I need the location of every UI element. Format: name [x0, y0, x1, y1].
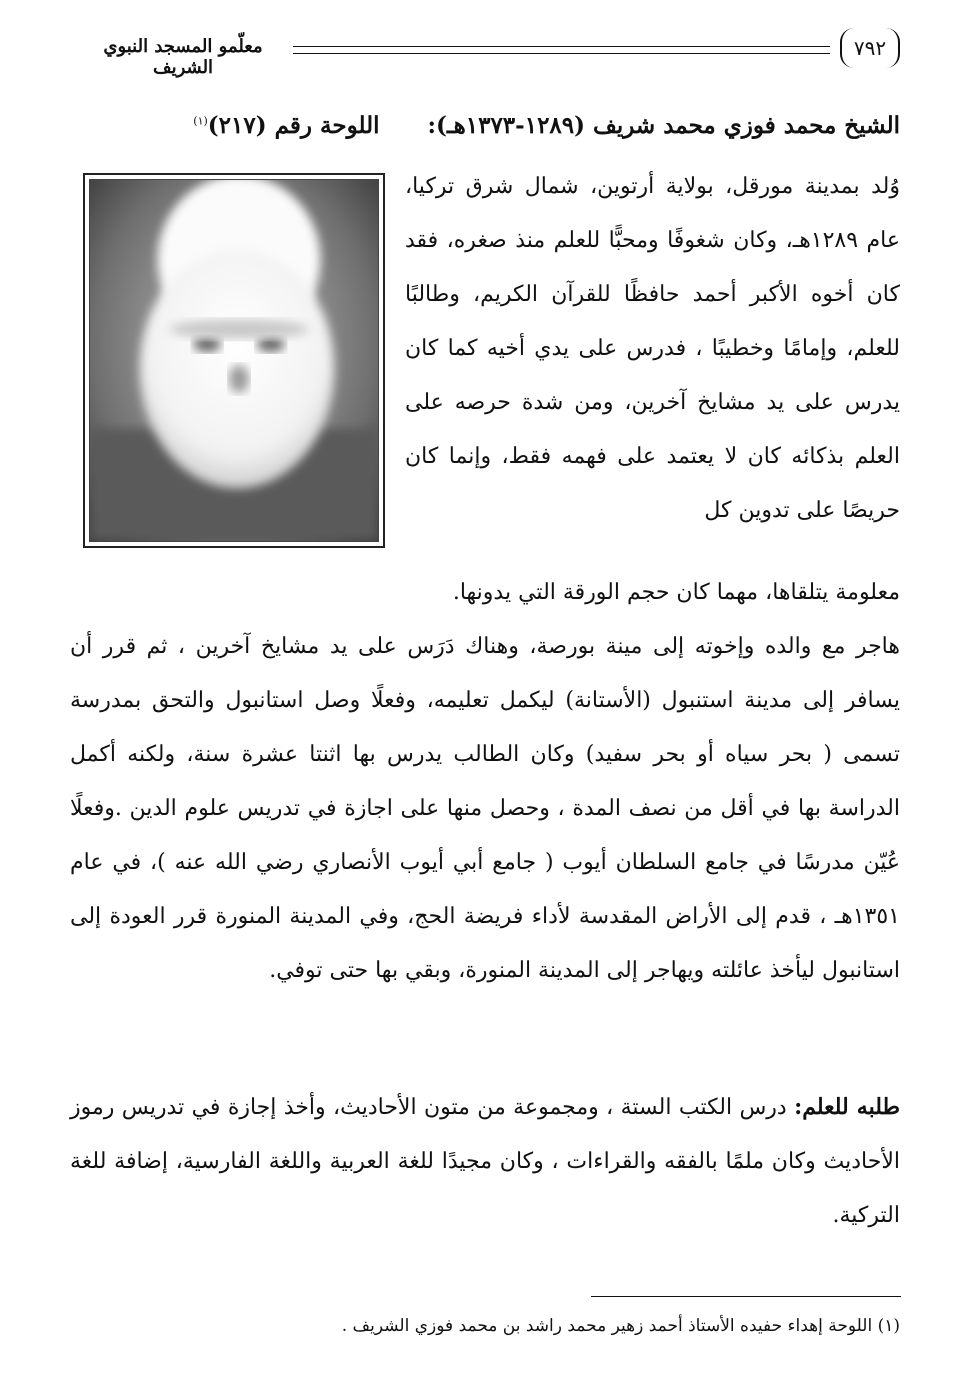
bio-paragraph-2: هاجر مع والده وإخوته إلى مينة بورصة، وهناك دَرَس على يد مشايخ آخرين ، ثم قرر أن يسافر إلى مدينة استنبول (الأستانة) ليكمل تعليمه، وفعلًا وصل استانبول والتحق بمدرسة تسمى ( بحر سياه أو بحر سفيد) وكان الطالب يدرس بها اثنتا عشرة سنة، ولكنه أكمل الدراسة بها في أقل من نصف المدة ، وحصل منها على اجازة في تدريس علوم الدين .وفعلًا عُيّن مدرسًا في جامع السلطان أيوب ( جامع أبي أيوب الأنصاري رضي الله عنه )، في عام ١٣٥١هـ ، قدم إلى الأراض المقدسة لأداء فريضة الحج، وفي المدينة المنورة قرر العودة إلى استانبول ليأخذ عائلته ويهاجر إلى المدينة المنورة، وبقي بها حتى توفي.: [70, 634, 900, 983]
bio-paragraph-3: [70, 1080, 900, 1243]
study-heading: طلبه للعلم:: [794, 1094, 900, 1120]
bio-paragraph-1: وُلد بمدينة مورقل، بولاية أرتوين، شمال شرق تركيا، عام ١٢٨٩هـ، وكان شغوفًا ومحبًّا للعلم منذ صغره، فقد كان أخوه الأكبر أحمد حافظًا للقرآن الكريم، وطالبًا للعلم، وإمامًا وخطيبًا ، فدرس على يدي أخيه كما كان يدرس على يد مشايخ آخرين، ومن شدة حرصه على العلم بذكائه كان لا يعتمد على فهمه فقط، وإنما كان حريصًا على تدوين كل: [405, 174, 900, 523]
plate-label: اللوحة رقم (٢١٧): [207, 112, 380, 139]
header-rule: [293, 46, 830, 54]
footnote-mark: (١): [193, 114, 208, 128]
plate-number: [193, 112, 379, 139]
footnote-rule: [591, 1296, 901, 1297]
portrait-photo-svg: [90, 180, 378, 541]
page-number: ٧٩٢: [840, 28, 900, 68]
section-title: [100, 112, 900, 139]
page-header: [78, 28, 900, 78]
portrait-photo-icon: [89, 179, 379, 542]
footnote: (١) اللوحة إهداء حفيده الأستاذ أحمد زهير محمد راشد بن محمد فوزي الشريف .: [341, 1316, 900, 1336]
scholar-name-heading: الشيخ محمد فوزي محمد شريف (١٢٨٩-١٣٧٣هـ):: [427, 112, 900, 139]
study-text: درس الكتب الستة ، ومجموعة من متون الأحاديث، وأخذ إجازة في تدريس رموز الأحاديث وكان ملمًا بالفقه والقراءات ، وكان مجيدًا للغة العربية واللغة الفارسية، إضافة للغة التركية.: [70, 1095, 900, 1228]
bio-paragraph-1-end: معلومة يتلقاها، مهما كان حجم الورقة التي يدونها.: [452, 580, 900, 605]
portrait-frame: [83, 173, 385, 548]
running-title: معلّمو المسجد النبوي الشريف: [103, 36, 263, 78]
